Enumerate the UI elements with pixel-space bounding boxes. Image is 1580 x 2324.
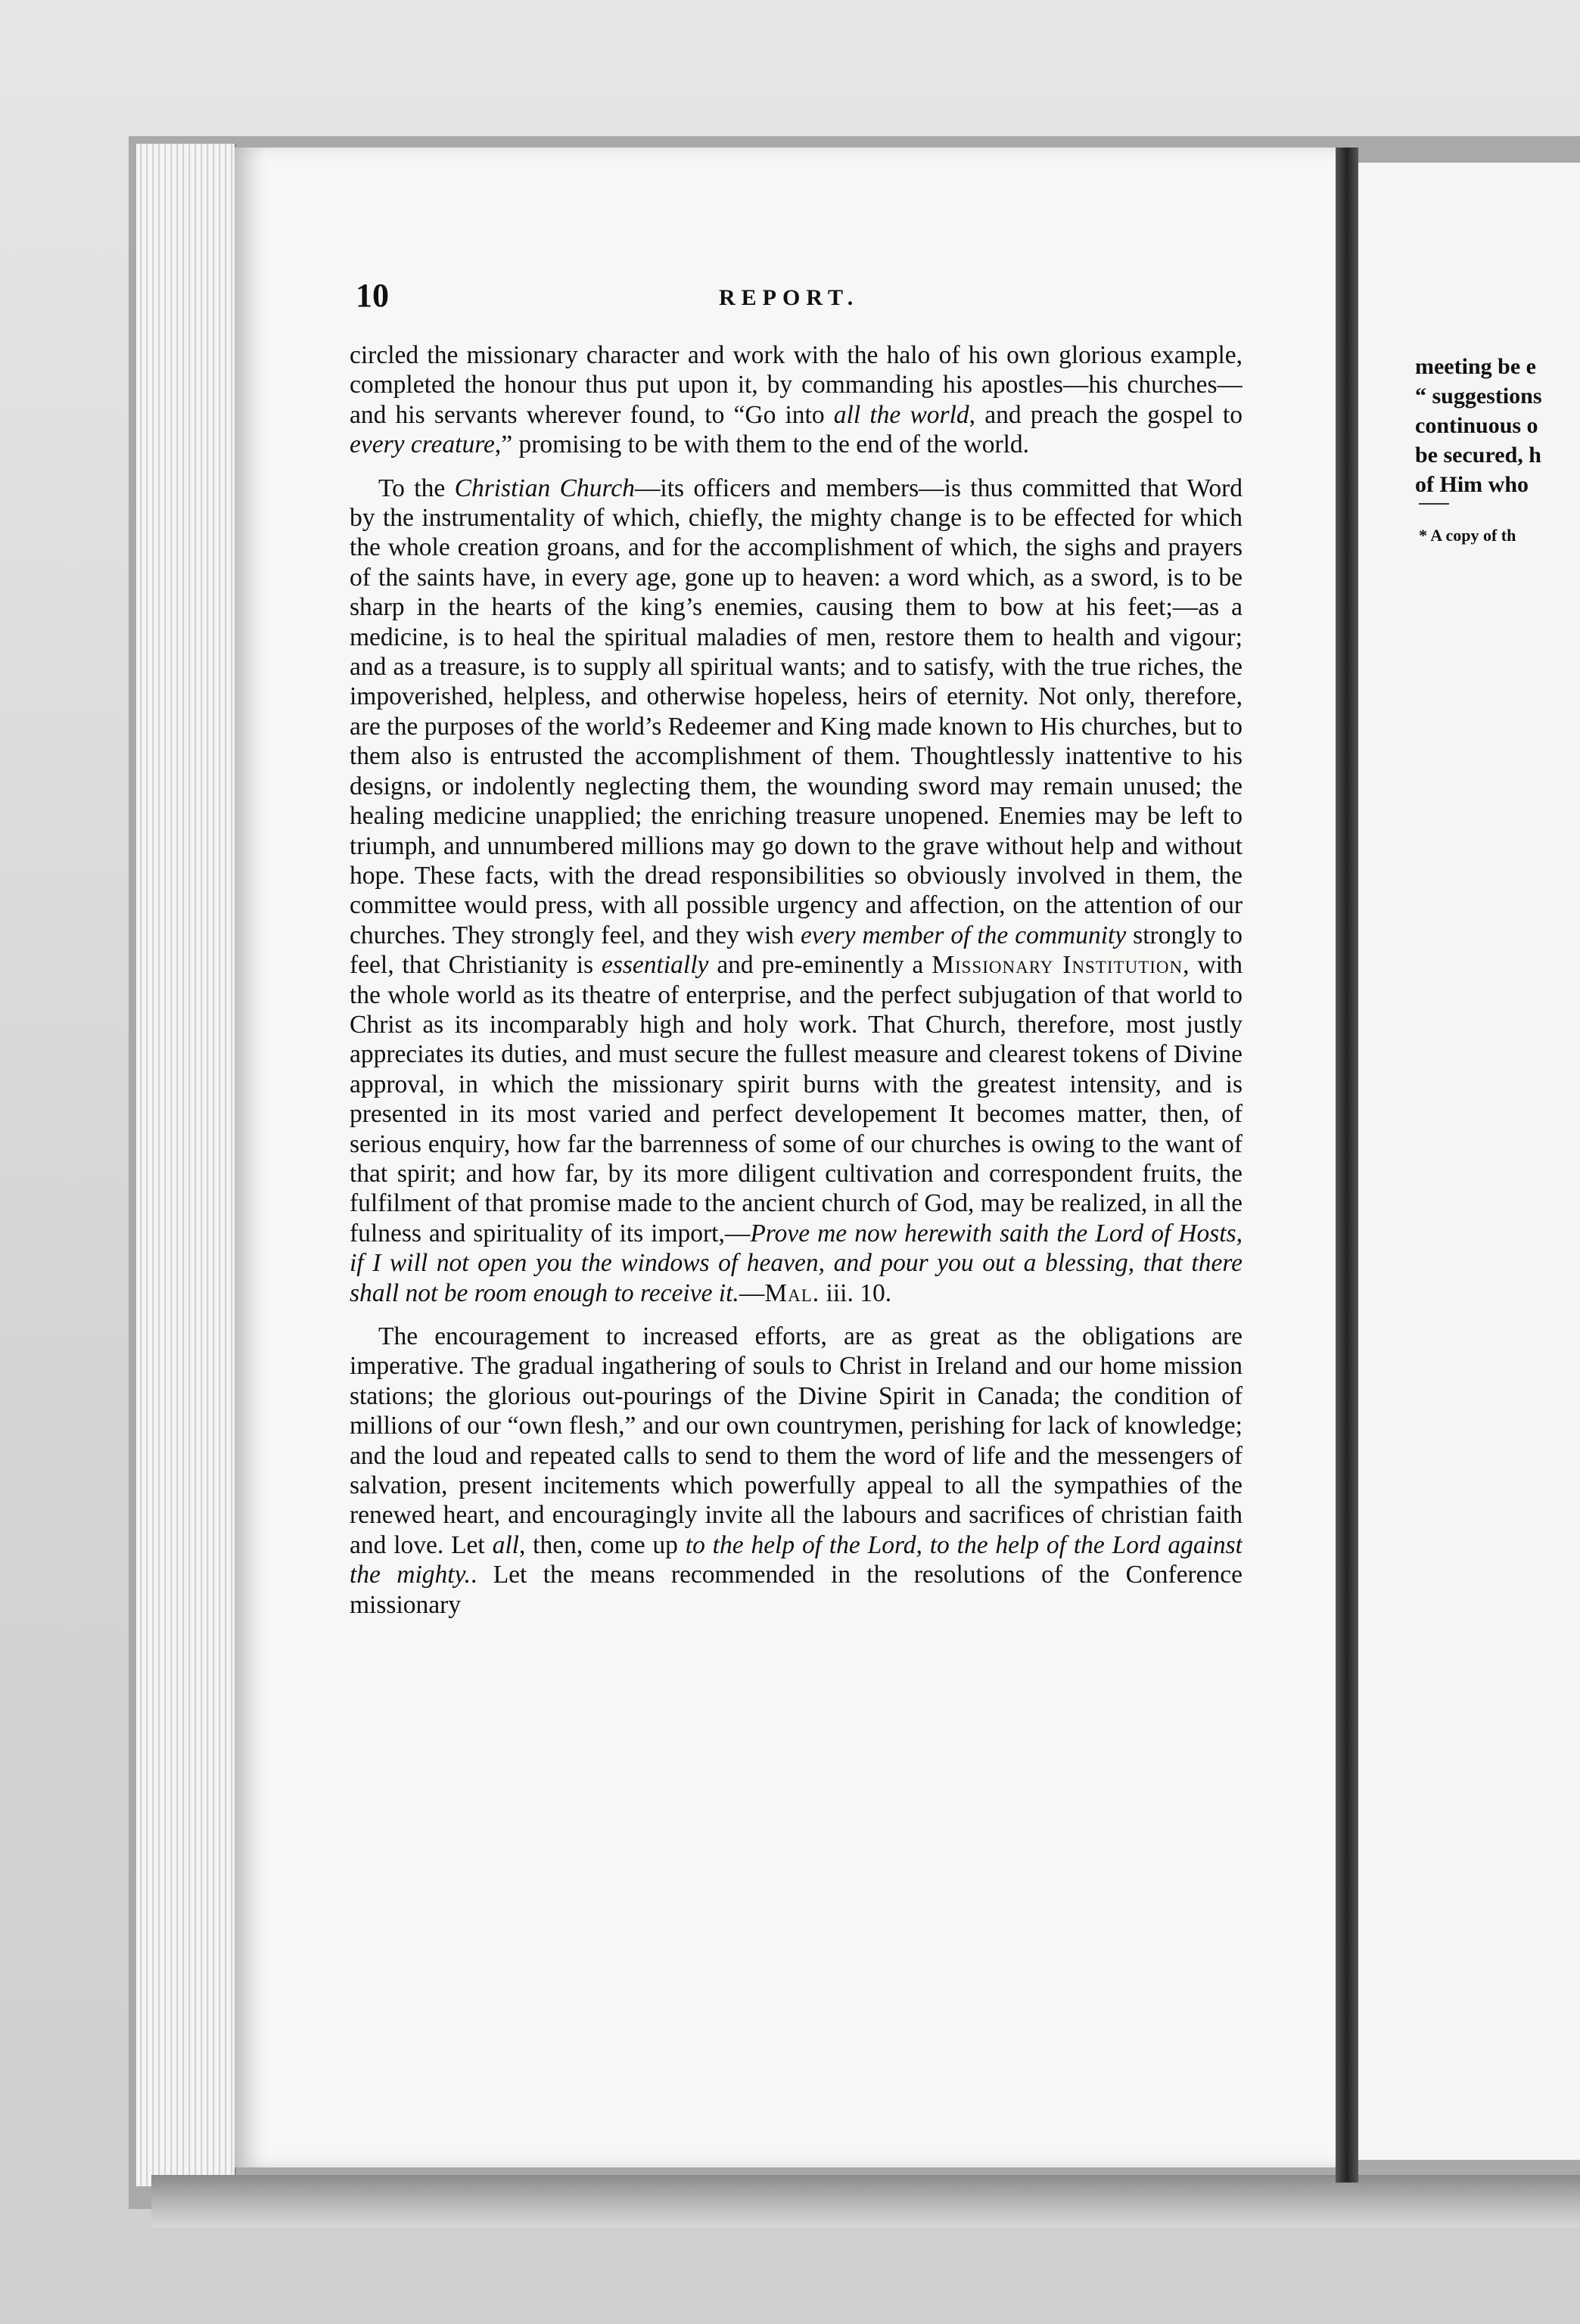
text-segment: Prove me now herewith saith the Lord of Hosts, if I will not open you the windows of heaven, and pour you out a blessing, that there shall not be room enough to receive it. bbox=[350, 1219, 1243, 1307]
text-segment: every member of the community bbox=[801, 921, 1127, 949]
text-segment: — bbox=[739, 1279, 765, 1307]
text-segment: , then, come up bbox=[518, 1530, 686, 1559]
text-segment: all bbox=[492, 1530, 519, 1559]
text-segment: . Let the means recommended in the resolutions of the Conference missionary bbox=[350, 1561, 1243, 1619]
text-segment: strongly to feel, that Christianity is bbox=[350, 921, 1243, 980]
right-page-line: continuous o bbox=[1415, 413, 1538, 438]
running-head: REPORT. bbox=[719, 285, 860, 310]
right-page-footnote: * A copy of th bbox=[1419, 526, 1516, 545]
right-page-line: be secured, h bbox=[1415, 443, 1541, 468]
page-number: 10 bbox=[356, 277, 389, 314]
book-gutter bbox=[1336, 148, 1358, 2183]
text-segment: and pre-eminently a bbox=[708, 951, 932, 980]
right-page-text bbox=[1415, 352, 1580, 499]
right-page-line: “ suggestions bbox=[1415, 384, 1542, 409]
text-segment: to the help of the Lord, to the help of the Lord against the mighty. bbox=[350, 1530, 1243, 1589]
right-page-fragment bbox=[1358, 163, 1580, 2160]
text-segment: To the bbox=[378, 474, 455, 502]
paragraph-p3 bbox=[350, 1322, 1243, 1620]
text-segment: iii. 10. bbox=[820, 1279, 892, 1307]
text-segment: Mal. bbox=[764, 1279, 820, 1307]
footnote-rule bbox=[1419, 503, 1449, 505]
page-body-text bbox=[350, 340, 1243, 1967]
text-segment: The encouragement to increased efforts, are as great as the obligations are imperative. The gradual ingathering of souls to Christ in Ireland and our home mission stations; the glorious out-pourings of the Divine Spirit in Canada; the condition of millions of our “own flesh,” and our own countrymen, perishing for lack of knowledge; and the loud and repeated calls to send to them the word of life and the messengers of salvation, present incitements which powerfully appeal to all the sympathies of the renewed heart, and encouragingly invite all the labours and sacrifices of christian faith and love. Let bbox=[350, 1322, 1243, 1559]
page-header bbox=[356, 276, 1241, 322]
text-segment: , with the whole world as its theatre of enterprise, and the perfect subjugation of that world to Christ as its incomparably high and holy work. That Church, therefore, most justly appreciates its duties, and must secure the fullest measure and clearest tokens of Divine approval, in which the missionary spirit burns with the greatest intensity, and is presented in its most varied and perfect developement It becomes matter, then, of serious enquiry, how far the barrenness of some of our churches is owing to the want of that spirit; and how far, by its more diligent cultivation and correspondent fruits, the fulfilment of that promise made to the ancient church of God, may be realized, in all the fulness and spirituality of its import,— bbox=[350, 951, 1243, 1247]
paragraph-p2 bbox=[350, 474, 1243, 1308]
text-segment: all the world bbox=[833, 400, 969, 429]
text-segment: essentially bbox=[601, 951, 709, 980]
page-edges bbox=[136, 144, 236, 2186]
text-segment: circled the missionary character and work with the halo of his own glorious example, completed the honour thus put upon it, by commanding his apostles—his churches—and his servants wherever found, to “Go into bbox=[350, 341, 1243, 429]
text-segment: Christian Church bbox=[454, 474, 635, 502]
right-page-line: of Him who bbox=[1415, 472, 1529, 497]
paragraph-p1 bbox=[350, 340, 1243, 460]
text-segment: ,” promising to be with them to the end of the world. bbox=[494, 430, 1030, 459]
text-segment: Missionary Institution bbox=[932, 951, 1183, 980]
text-segment: —its officers and members—is thus committed that Word by the instrumentality of which, chiefly, the mighty change is to be effected for which the whole creation groans, and for the accomplishment of which, the sighs and prayers of the saints have, in every age, gone up to heaven: a word which, as a sword, is to be sharp in the hearts of the king’s enemies, causing them to bow at his feet;—as a medicine, is to heal the spiritual maladies of men, restore them to health and vigour; and as a treasure, is to supply all spiritual wants; and to satisfy, with the true riches, the impoverished, helpless, and otherwise hopeless, heirs of eternity. Not only, therefore, are the purposes of the world’s Redeemer and King made known to His churches, but to them also is entrusted the accomplishment of them. Thoughtlessly inattentive to his designs, or indolently neglecting them, the wounding sword may remain unused; the healing medicine unapplied; the enriching treasure unopened. Enemies may be left to triumph, and unnumbered millions may go down to the grave without help and without hope. These facts, with the dread responsibilities so obviously involved in them, the committee would press, with all possible urgency and affection, on the attention of our churches. They strongly feel, and they wish bbox=[350, 474, 1243, 949]
book-bottom-edge bbox=[151, 2175, 1580, 2228]
right-page-line: meeting be e bbox=[1415, 354, 1536, 379]
text-segment: every creature bbox=[350, 430, 495, 459]
text-segment: , and preach the gospel to bbox=[969, 400, 1243, 429]
